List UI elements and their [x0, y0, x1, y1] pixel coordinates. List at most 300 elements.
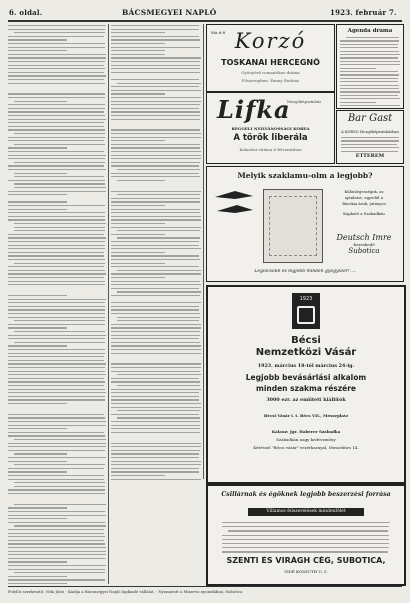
text-line [14, 464, 105, 465]
text-line [117, 410, 200, 411]
text-line [111, 378, 199, 379]
text-line [8, 50, 67, 51]
lifka-cinema-ad [206, 92, 335, 164]
text-line [8, 299, 106, 300]
text-line [8, 428, 67, 429]
text-line [14, 439, 106, 440]
text-line [14, 504, 106, 505]
article-column-1 [8, 25, 106, 585]
text-line [340, 51, 399, 52]
text-line [8, 155, 106, 156]
text-line [8, 245, 105, 246]
lifka-brand: Lifka [217, 95, 291, 124]
text-line [111, 86, 199, 87]
text-line [111, 212, 200, 213]
text-line [8, 302, 105, 303]
text-line [8, 385, 104, 386]
text-line [111, 479, 201, 480]
text-line [8, 421, 106, 422]
text-line [111, 335, 200, 336]
text-line [111, 201, 200, 202]
text-line [346, 37, 399, 38]
text-line [222, 547, 389, 548]
text-line [8, 191, 106, 192]
korzo-sub2: Főszerepben: Fanny Rudens [241, 78, 300, 83]
lighting-address: VIDÉ KOSSUTH U. 5. [284, 569, 328, 574]
text-line [8, 151, 104, 152]
fair-dates: 1923. március 18-tól március 24-ig. [257, 363, 355, 369]
text-line [111, 29, 199, 30]
text-line [111, 263, 165, 264]
footer-rule [8, 586, 402, 587]
text-line [8, 313, 105, 314]
agenda-title: Agenda dráma [347, 28, 393, 34]
text-line [111, 191, 201, 192]
text-line [8, 309, 105, 310]
lifka-line1: Mozgóképszínház [287, 99, 322, 104]
text-line [8, 579, 105, 580]
text-line [222, 535, 389, 536]
text-line [117, 83, 201, 84]
text-line [228, 530, 388, 531]
product-text-2: ajánlatot, egyedül a [344, 195, 383, 200]
text-line [117, 270, 201, 271]
text-line [111, 468, 199, 469]
text-line [117, 169, 200, 170]
text-line [8, 443, 106, 444]
text-line [14, 32, 105, 33]
text-line [8, 515, 106, 516]
text-line [111, 453, 199, 454]
text-line [340, 78, 398, 79]
text-line [8, 234, 104, 235]
text-line [8, 547, 106, 548]
text-line [117, 317, 200, 318]
text-line [8, 457, 106, 458]
text-line [111, 245, 199, 246]
text-line [111, 129, 200, 130]
text-line [8, 39, 67, 40]
product-text-1: Különlegességek, az [344, 189, 384, 194]
text-line [8, 396, 105, 397]
text-line [14, 486, 105, 487]
text-line [8, 335, 106, 336]
text-line [8, 140, 104, 141]
text-line [8, 417, 105, 418]
text-line [8, 432, 104, 433]
text-line [8, 356, 104, 357]
text-line [340, 64, 400, 65]
text-line [117, 237, 200, 238]
text-line [111, 65, 200, 66]
text-line [8, 569, 105, 570]
text-line [111, 43, 165, 44]
text-line [111, 241, 199, 242]
text-line [14, 525, 106, 526]
text-line [111, 403, 201, 404]
text-line [111, 147, 200, 148]
text-line [340, 47, 398, 48]
text-line [111, 137, 201, 138]
text-line [8, 349, 105, 350]
text-line [8, 201, 67, 202]
text-line [8, 551, 106, 552]
text-line [8, 165, 104, 166]
text-line [8, 468, 104, 469]
fair-title-2: Nemzetközi Vásár [255, 347, 357, 358]
restaurant-brand: Bar Gast [347, 113, 393, 124]
text-line [111, 432, 200, 433]
text-line [111, 446, 201, 447]
product-footer: Legolcsóbb és legjobb minden gyógyszer! ... [254, 269, 356, 274]
text-line [8, 72, 104, 73]
text-line [111, 338, 199, 339]
text-line [14, 230, 105, 231]
text-line [14, 572, 105, 573]
text-line [8, 543, 105, 544]
text-line [111, 209, 200, 210]
text-line [8, 554, 106, 555]
text-line [111, 277, 165, 278]
text-line [111, 306, 199, 307]
text-line [8, 446, 106, 447]
text-line [111, 313, 200, 314]
text-line [111, 158, 201, 159]
text-line [8, 97, 105, 98]
text-line [340, 40, 399, 41]
text-line [8, 25, 106, 26]
text-line [111, 367, 201, 368]
text-line [111, 205, 165, 206]
text-line [14, 342, 105, 343]
text-line [111, 97, 201, 98]
text-line [222, 551, 388, 552]
text-line [8, 57, 106, 58]
text-line [340, 102, 376, 103]
column-divider [203, 24, 204, 479]
text-line [14, 482, 105, 483]
text-line [8, 324, 105, 325]
text-line [111, 396, 199, 397]
text-line [111, 464, 201, 465]
fair-logo-year: 1923 [299, 296, 313, 302]
text-line [8, 425, 106, 426]
text-line [111, 61, 200, 62]
agenda-ad [336, 24, 404, 109]
text-line [8, 533, 104, 534]
text-line [8, 205, 105, 206]
text-line [8, 158, 105, 159]
text-line [111, 90, 201, 91]
text-line [8, 36, 104, 37]
text-line [111, 475, 165, 476]
text-line [111, 223, 165, 224]
text-line [8, 529, 104, 530]
text-line [8, 266, 104, 267]
text-line [8, 104, 105, 105]
text-line [111, 144, 200, 145]
text-line [8, 270, 105, 271]
text-line [117, 180, 165, 181]
text-line [340, 61, 400, 62]
footer-imprint: Felelős szerkesztő: Vida Józsi · Kiadja a Bácsmegyei Napló lapkiadó vállalat. · Nyomatott a Minerva nyomdában, Subotica [8, 589, 243, 594]
lifka-title: A török liberála [233, 133, 308, 143]
fair-title-1: Bécsi [291, 335, 321, 346]
text-line [340, 85, 399, 86]
text-line [111, 288, 199, 289]
lighting-company: SZENTI ÉS VIRÁGH CÉG, SUBOTICA, [226, 556, 386, 565]
text-line [111, 457, 199, 458]
text-line [8, 126, 104, 127]
text-line [111, 295, 200, 296]
text-line [8, 450, 105, 451]
text-line [14, 263, 105, 264]
text-line [8, 561, 67, 562]
agenda-text [340, 37, 400, 105]
text-line [111, 259, 200, 260]
text-line [8, 237, 106, 238]
text-line [222, 543, 389, 544]
text-line [341, 137, 399, 138]
korzo-cinema-ad [206, 24, 335, 92]
text-line [8, 111, 104, 112]
text-line [8, 281, 105, 282]
text-line [340, 71, 398, 72]
text-line [340, 81, 398, 82]
text-line [111, 428, 200, 429]
text-line [8, 147, 67, 148]
text-line [111, 25, 199, 26]
text-line [8, 29, 105, 30]
text-line [8, 338, 105, 339]
text-line [111, 198, 200, 199]
text-line [111, 248, 201, 249]
text-line [8, 345, 67, 346]
text-line [14, 183, 105, 184]
text-line [8, 137, 105, 138]
text-line [8, 389, 105, 390]
text-line [340, 105, 400, 106]
text-line [111, 216, 201, 217]
text-line [8, 47, 105, 48]
article-column-2 [111, 25, 201, 480]
text-line [117, 230, 200, 231]
text-line [14, 133, 105, 134]
text-line [8, 414, 104, 415]
text-line [14, 176, 104, 177]
korzo-title: TOSKANAI HERCEGNŐ [221, 58, 320, 67]
text-line [8, 511, 105, 512]
text-line [111, 414, 199, 415]
text-line [8, 61, 105, 62]
text-line [8, 536, 105, 537]
text-line [340, 74, 399, 75]
text-line [111, 93, 165, 94]
text-line [8, 471, 67, 472]
text-line [111, 345, 201, 346]
text-line [117, 374, 201, 375]
text-line [111, 421, 200, 422]
text-line [8, 522, 105, 523]
text-line [8, 79, 104, 80]
fair-small-2: Kalauz: Jgr. Haberer Szabadka [271, 429, 341, 434]
text-line [111, 266, 199, 267]
text-line [341, 147, 399, 148]
text-line [340, 68, 376, 69]
text-line [111, 227, 201, 228]
text-line [14, 453, 67, 454]
text-line [111, 50, 165, 51]
text-line [8, 216, 105, 217]
text-line [111, 392, 199, 393]
restaurant-ad [336, 110, 404, 164]
text-line [111, 32, 165, 33]
vienna-fair-ad [206, 285, 406, 484]
text-line [8, 54, 106, 55]
text-line [8, 273, 106, 274]
text-line [14, 223, 106, 224]
text-line [111, 389, 201, 390]
text-line [111, 273, 201, 274]
lifka-line2: REGGELI NYILVÁNOSSÁGI KOREA [231, 126, 310, 131]
text-line [8, 327, 67, 328]
text-line [117, 320, 199, 321]
text-line [117, 291, 201, 292]
text-line [8, 93, 105, 94]
text-line [14, 144, 105, 145]
product-text-3: Bácskai áruk, jutányos [342, 201, 386, 206]
text-line [117, 194, 200, 195]
text-line [111, 140, 165, 141]
text-line [111, 54, 165, 55]
text-line [111, 381, 200, 382]
text-line [8, 461, 67, 462]
text-line [111, 101, 201, 102]
text-line [8, 317, 105, 318]
text-line [8, 295, 67, 296]
text-line [111, 407, 201, 408]
text-line [8, 219, 105, 220]
product-heading: Melyik szaklamu-olm a legjobb? [237, 171, 373, 180]
text-line [111, 327, 201, 328]
text-line [8, 353, 105, 354]
text-line [111, 108, 199, 109]
text-line [8, 475, 104, 476]
text-line [8, 115, 105, 116]
fair-line-3: 3000 ezr. az említett kiállítók [266, 397, 346, 403]
text-line [111, 461, 201, 462]
text-line [111, 47, 200, 48]
text-line [8, 169, 106, 170]
text-line [111, 309, 199, 310]
text-line [14, 187, 106, 188]
text-line [14, 162, 105, 163]
text-line [14, 331, 105, 332]
fair-small-3: Szabadkán nagy kedvezmény [276, 437, 336, 442]
text-line [8, 381, 105, 382]
text-line [111, 115, 200, 116]
text-line [222, 539, 389, 540]
text-line [111, 36, 199, 37]
text-line [111, 284, 201, 285]
text-line [8, 83, 105, 84]
text-line [222, 526, 389, 527]
text-line [341, 140, 399, 141]
text-line [111, 252, 165, 253]
text-line [340, 44, 398, 45]
text-line [14, 101, 67, 102]
text-line [111, 342, 200, 343]
text-line [8, 277, 104, 278]
text-line [8, 479, 104, 480]
text-line [111, 72, 200, 73]
restaurant-text [341, 137, 399, 151]
text-line [111, 331, 200, 332]
text-line [111, 324, 201, 325]
text-line [111, 353, 201, 354]
fair-small-1: Bécsi Vásár i. t. Bécs VII., Messeplatz [263, 413, 349, 418]
lighting-text [222, 522, 390, 552]
text-line [340, 91, 400, 92]
text-line [117, 385, 200, 386]
text-line [8, 399, 105, 400]
text-line [222, 522, 390, 523]
masthead: BÁCSMEGYEI NAPLÓ [122, 8, 217, 17]
text-line [8, 65, 104, 66]
text-line [111, 363, 201, 364]
product-text-4: Kapható a Szabadkán [343, 211, 385, 216]
text-line [111, 471, 199, 472]
text-line [8, 194, 67, 195]
text-line [340, 88, 399, 89]
text-line [8, 122, 104, 123]
text-line [8, 565, 106, 566]
text-line [14, 320, 105, 321]
text-line [8, 493, 105, 494]
text-line [8, 209, 67, 210]
text-line [8, 540, 104, 541]
restaurant-small: A KORZÓ Mozgóképszínházban [341, 130, 399, 134]
restaurant-bottom: ÉTTEREM [355, 153, 385, 159]
text-line [14, 227, 105, 228]
text-line [111, 399, 199, 400]
text-line [8, 180, 105, 181]
text-line [8, 75, 106, 76]
text-line [111, 281, 200, 282]
text-line [8, 558, 105, 559]
lighting-sub: Villamos felszerelések mindenfélét [248, 508, 364, 516]
lighting-heading: Csillárnak és égőknek legjobb beszerzési forrása [221, 491, 391, 498]
text-line [8, 371, 105, 372]
text-line [341, 144, 397, 145]
text-line [8, 583, 67, 584]
merchant-name: Deutsch Imre [336, 233, 392, 242]
product-ad [206, 166, 404, 282]
text-line [8, 255, 104, 256]
text-line [111, 111, 200, 112]
text-line [8, 378, 104, 379]
text-line [8, 363, 106, 364]
text-line [340, 95, 398, 96]
fair-line-1: Legjobb bevásárlási alkalom [245, 373, 367, 382]
text-line [8, 241, 105, 242]
text-line [8, 507, 67, 508]
text-line [8, 518, 67, 519]
text-line [111, 234, 165, 235]
merchant-city: Subotica [348, 247, 380, 255]
text-line [111, 371, 200, 372]
fair-small-4: Kéréssel "Bécsi vásár" vezérkarnyal, Messebüro 14. [253, 445, 359, 450]
